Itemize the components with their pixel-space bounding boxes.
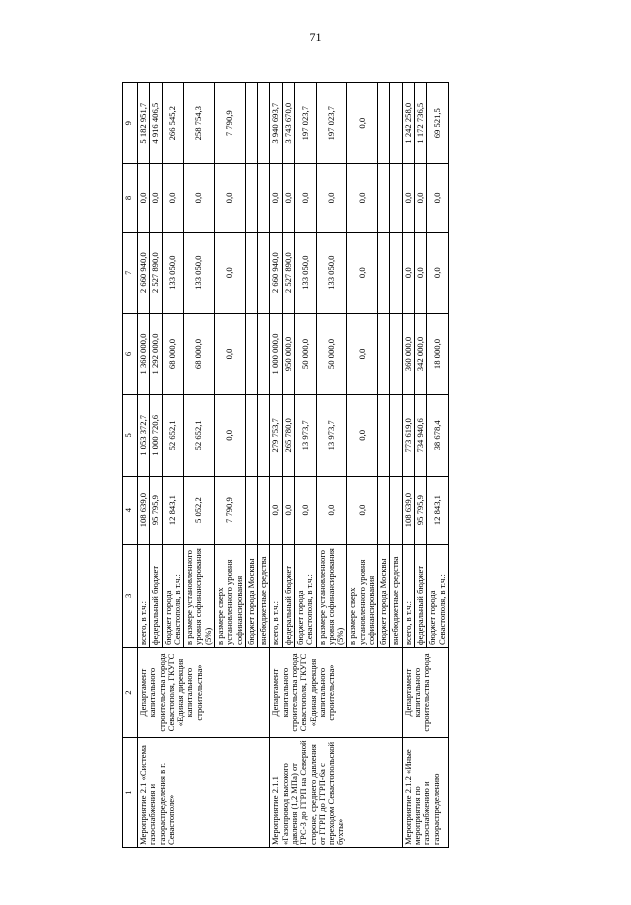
funding-source-cell: бюджет города Севастополя, в т.ч.: [427,544,449,647]
value-cell-5: 52 652,1 [184,395,215,476]
funding-source-cell: федеральный бюджет [282,544,294,647]
funding-source-cell: бюджет города Москвы [378,544,390,647]
value-cell-7: 133 050,0 [316,232,347,313]
value-cell-5: 773 619,0 [402,395,414,476]
measure-name-cell: Мероприятие 2.1.2 «Иные мероприятия по газоснабжению и газораспределению [402,738,448,848]
value-cell-8: 0,0 [150,164,162,232]
value-cell-9 [245,83,257,164]
value-cell-4: 5 052,2 [184,476,215,544]
value-cell-4: 12 843,1 [427,476,449,544]
funding-source-cell: внебюджетные средства [258,544,270,647]
value-cell-8 [245,164,257,232]
value-cell-5: 0,0 [214,395,245,476]
value-cell-9: 197 023,7 [294,83,316,164]
column-header-2: 2 [123,647,138,737]
value-cell-8: 0,0 [427,164,449,232]
value-cell-5: 1 053 372,7 [138,395,150,476]
value-cell-5 [390,395,402,476]
value-cell-9: 197 023,7 [316,83,347,164]
value-cell-9: 0,0 [347,83,378,164]
value-cell-8: 0,0 [316,164,347,232]
value-cell-6: 950 000,0 [282,313,294,394]
table-row [270,83,282,848]
funding-source-cell: в размере сверх установленного уровня софинансирования [214,544,245,647]
column-header-1: 1 [123,738,138,848]
column-header-3: 3 [123,544,138,647]
funding-source-cell: бюджет города Севастополя, в т.ч.: [162,544,184,647]
funding-source-cell: всего, в т.ч.: [138,544,150,647]
value-cell-6 [245,313,257,394]
value-cell-6: 1 360 000,0 [138,313,150,394]
value-cell-6 [258,313,270,394]
value-cell-7: 0,0 [427,232,449,313]
measure-name-cell: Мероприятие 2.1 «Система газоснабжения и газораспределения в г. Севастополе» [138,738,270,848]
value-cell-7: 133 050,0 [162,232,184,313]
value-cell-5: 734 940,6 [415,395,427,476]
value-cell-9: 69 521,5 [427,83,449,164]
value-cell-6: 0,0 [214,313,245,394]
value-cell-5: 1 000 720,6 [150,395,162,476]
value-cell-5: 13 973,7 [294,395,316,476]
value-cell-5: 38 678,4 [427,395,449,476]
value-cell-7: 0,0 [347,232,378,313]
value-cell-9: 3 743 670,0 [282,83,294,164]
value-cell-4 [390,476,402,544]
table-row [402,83,414,848]
value-cell-5 [258,395,270,476]
value-cell-7: 2 527 890,0 [282,232,294,313]
value-cell-8: 0,0 [162,164,184,232]
value-cell-4 [245,476,257,544]
value-cell-9: 4 916 406,5 [150,83,162,164]
value-cell-4: 0,0 [294,476,316,544]
value-cell-9: 266 545,2 [162,83,184,164]
value-cell-7 [390,232,402,313]
value-cell-4: 108 639,0 [402,476,414,544]
value-cell-4: 0,0 [316,476,347,544]
value-cell-7: 0,0 [402,232,414,313]
column-header-4: 4 [123,476,138,544]
funding-source-cell: в размере сверх установленного уровня софинансирования [347,544,378,647]
rotated-table-container [122,82,530,848]
value-cell-9: 1 242 258,0 [402,83,414,164]
value-cell-5 [378,395,390,476]
value-cell-4: 0,0 [270,476,282,544]
value-cell-4: 95 795,9 [415,476,427,544]
value-cell-6: 50 000,0 [294,313,316,394]
value-cell-6: 360 000,0 [402,313,414,394]
value-cell-5: 265 780,0 [282,395,294,476]
header-row [123,83,138,848]
funding-source-cell: федеральный бюджет [415,544,427,647]
value-cell-7: 0,0 [415,232,427,313]
value-cell-8 [258,164,270,232]
funding-source-cell: внебюджетные средства [390,544,402,647]
value-cell-7 [378,232,390,313]
value-cell-8: 0,0 [214,164,245,232]
value-cell-5: 0,0 [347,395,378,476]
funding-source-cell: в размере установленного уровня софинансирования (5%) [316,544,347,647]
value-cell-5: 13 973,7 [316,395,347,476]
value-cell-8: 0,0 [294,164,316,232]
column-header-6: 6 [123,313,138,394]
value-cell-5: 279 753,7 [270,395,282,476]
executor-cell: Департамент капитального строительства города [402,647,448,737]
value-cell-8: 0,0 [138,164,150,232]
funding-source-cell: в размере установленного уровня софинансирования (5%) [184,544,215,647]
value-cell-8 [390,164,402,232]
value-cell-6 [378,313,390,394]
table-body [138,83,449,848]
value-cell-6 [390,313,402,394]
value-cell-8: 0,0 [282,164,294,232]
value-cell-4: 12 843,1 [162,476,184,544]
value-cell-6: 1 292 000,0 [150,313,162,394]
funding-source-cell: федеральный бюджет [150,544,162,647]
value-cell-7: 2 660 940,0 [270,232,282,313]
value-cell-9: 5 182 951,7 [138,83,150,164]
value-cell-8: 0,0 [402,164,414,232]
value-cell-6: 0,0 [347,313,378,394]
value-cell-4: 0,0 [282,476,294,544]
value-cell-7: 133 050,0 [184,232,215,313]
value-cell-8 [378,164,390,232]
value-cell-6: 18 000,0 [427,313,449,394]
value-cell-6: 50 000,0 [316,313,347,394]
value-cell-9 [390,83,402,164]
executor-cell: Департамент капитального строительства города Севастополя, ГКУГС «Единая дирекция капитального строительства» [270,647,402,737]
funding-source-cell: бюджет города Москвы [245,544,257,647]
funding-source-cell: бюджет города Севастополя, в т.ч.: [294,544,316,647]
value-cell-8: 0,0 [184,164,215,232]
column-header-5: 5 [123,395,138,476]
value-cell-5: 52 652,1 [162,395,184,476]
value-cell-6: 1 000 000,0 [270,313,282,394]
value-cell-8: 0,0 [347,164,378,232]
value-cell-4: 0,0 [347,476,378,544]
value-cell-7 [245,232,257,313]
value-cell-9: 7 790,9 [214,83,245,164]
funding-source-cell: всего, в т.ч.: [270,544,282,647]
value-cell-9: 258 754,3 [184,83,215,164]
financing-table [122,82,449,848]
value-cell-7: 0,0 [214,232,245,313]
value-cell-4 [378,476,390,544]
value-cell-4 [258,476,270,544]
column-header-7: 7 [123,232,138,313]
funding-source-cell: всего, в т.ч.: [402,544,414,647]
measure-name-cell: Мероприятие 2.1.1 «Газопровод высокого давления (1,2 МПа) от ГРС-3 до ГГРП на Северной стороне, среднего давления от ГГРП до ГГРП-6а с переходом Севастопольской бухты» [270,738,402,848]
value-cell-8: 0,0 [270,164,282,232]
value-cell-7: 2 660 940,0 [138,232,150,313]
column-header-9: 9 [123,83,138,164]
value-cell-7: 133 050,0 [294,232,316,313]
value-cell-7: 2 527 890,0 [150,232,162,313]
value-cell-4: 108 639,0 [138,476,150,544]
value-cell-7 [258,232,270,313]
value-cell-9 [258,83,270,164]
value-cell-9: 3 940 693,7 [270,83,282,164]
value-cell-8: 0,0 [415,164,427,232]
page-number: 71 [309,30,322,44]
value-cell-6: 68 000,0 [184,313,215,394]
value-cell-9 [378,83,390,164]
executor-cell: Департамент капитального строительства города Севастополя, ГКУГС «Единая дирекция капитального строительства» [138,647,270,737]
column-header-8: 8 [123,164,138,232]
value-cell-6: 68 000,0 [162,313,184,394]
value-cell-4: 7 790,9 [214,476,245,544]
value-cell-9: 1 172 736,5 [415,83,427,164]
value-cell-4: 95 795,9 [150,476,162,544]
value-cell-5 [245,395,257,476]
value-cell-6: 342 000,0 [415,313,427,394]
table-row [138,83,150,848]
